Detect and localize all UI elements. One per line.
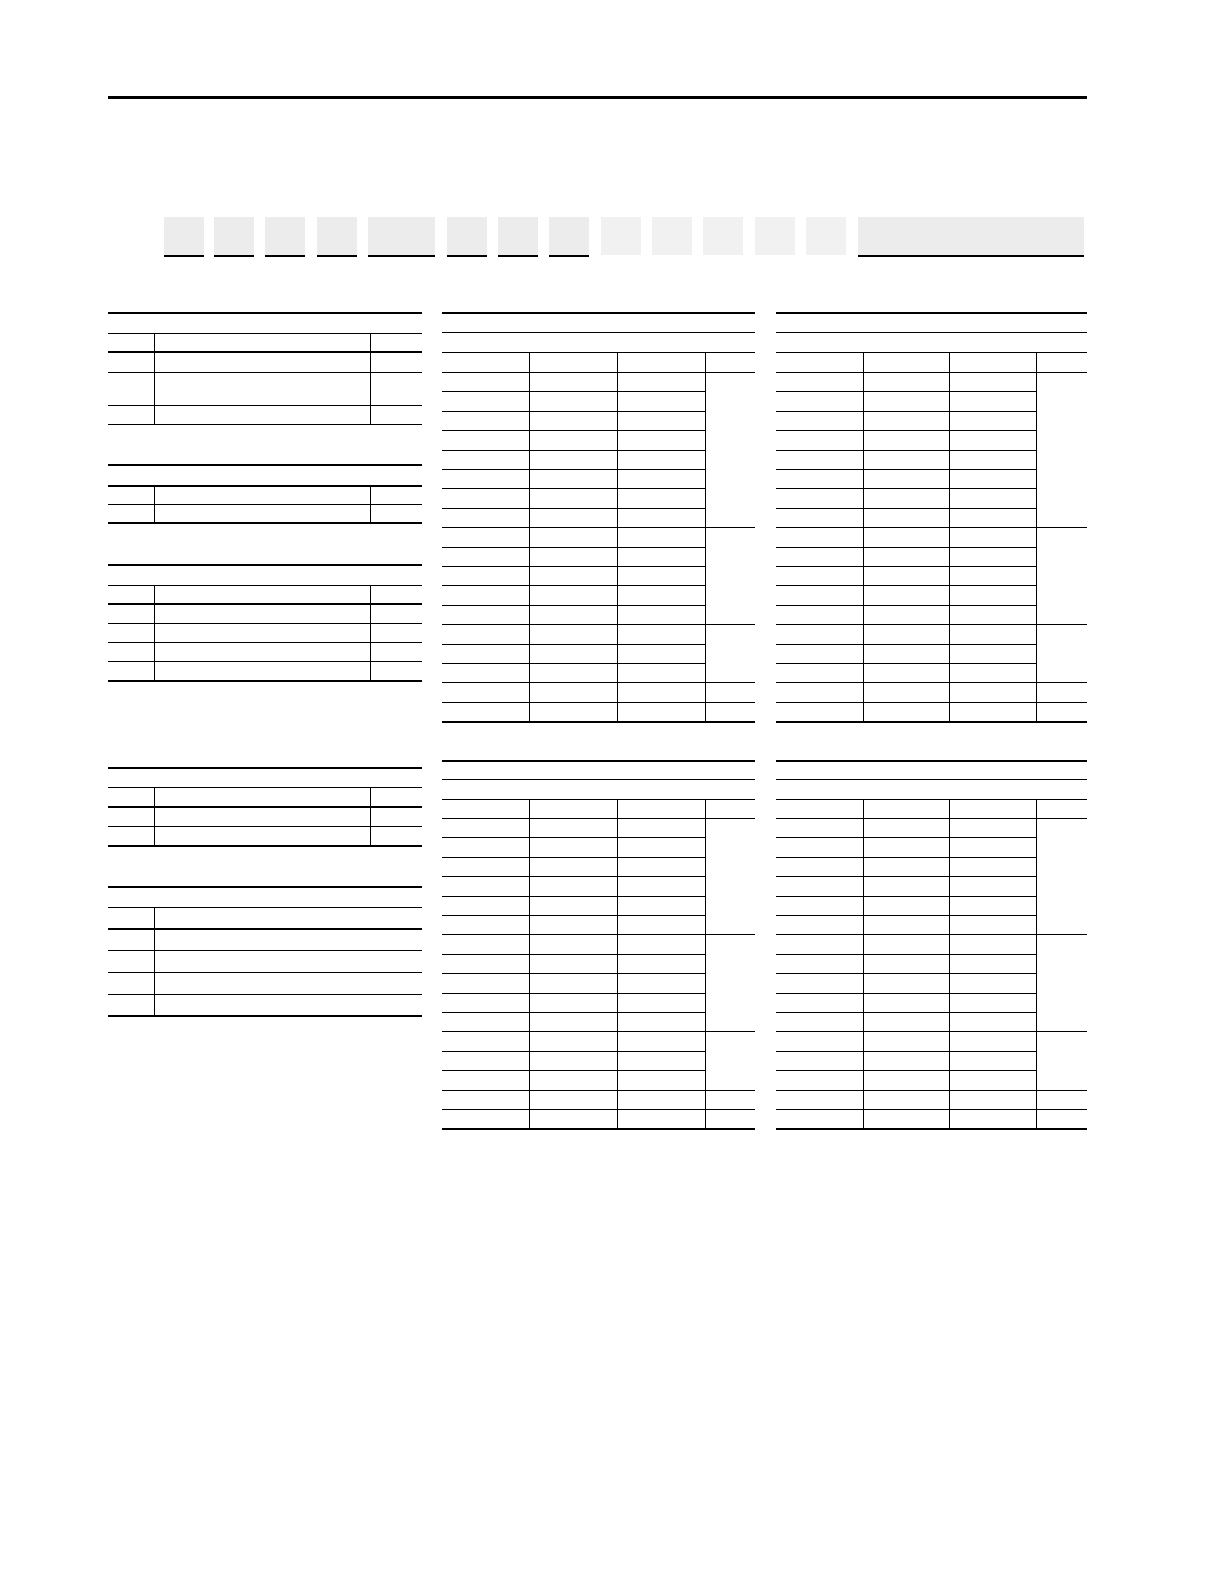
grid-col-rule xyxy=(1036,352,1037,721)
table-row-rule xyxy=(108,351,422,353)
grid-row-rule xyxy=(442,1070,705,1071)
grid-bottom-rule xyxy=(776,721,1087,723)
grid-row-rule xyxy=(442,527,705,528)
table-row-rule xyxy=(108,972,422,973)
grid-row-rule xyxy=(776,1031,1036,1032)
table-row-rule xyxy=(108,372,422,373)
grid-group-rule xyxy=(1036,527,1087,528)
code-box xyxy=(164,217,204,257)
grid-row-rule xyxy=(776,411,1036,412)
grid-bottom-rule xyxy=(442,721,755,723)
grid-col-rule xyxy=(617,799,618,1128)
grid-row-rule xyxy=(776,547,1036,548)
grid-col-rule xyxy=(529,352,530,721)
table-row-rule xyxy=(108,907,422,908)
code-box xyxy=(703,217,743,255)
grid-row-rule xyxy=(776,896,1036,897)
table-row-rule xyxy=(108,826,422,827)
grid-header-bottom-rule xyxy=(776,818,1087,819)
table-col-rule xyxy=(154,907,155,1015)
grid-tail-rule xyxy=(442,682,755,683)
grid-row-rule xyxy=(442,1012,705,1013)
grid-row-rule xyxy=(442,547,705,548)
table-col-rule xyxy=(370,333,371,424)
grid-row-rule xyxy=(442,954,705,955)
grid-row-rule xyxy=(776,488,1036,489)
grid-row-rule xyxy=(442,837,705,838)
grid-col-rule xyxy=(705,799,706,1128)
grid-tail-rule xyxy=(442,1109,755,1110)
grid-tail-rule xyxy=(776,1090,1087,1091)
table-row-rule xyxy=(108,405,422,406)
table-top-rule xyxy=(108,312,422,314)
code-box xyxy=(806,217,846,255)
table-row-rule xyxy=(108,504,422,505)
grid-col-rule xyxy=(617,352,618,721)
grid-col-rule xyxy=(863,799,864,1128)
grid-col-rule xyxy=(863,352,864,721)
grid-sub-rule xyxy=(776,779,1087,780)
grid-row-rule xyxy=(442,450,705,451)
grid-row-rule xyxy=(776,934,1036,935)
grid-col-rule xyxy=(529,799,530,1128)
grid-row-rule xyxy=(442,973,705,974)
grid-row-rule xyxy=(776,624,1036,625)
grid-row-rule xyxy=(442,876,705,877)
grid-row-rule xyxy=(442,1031,705,1032)
grid-row-rule xyxy=(442,469,705,470)
table-col-rule xyxy=(154,787,155,845)
table-top-rule xyxy=(108,767,422,769)
grid-col-rule xyxy=(949,799,950,1128)
table-col-rule xyxy=(370,787,371,845)
grid-group-rule xyxy=(1036,934,1087,935)
code-box xyxy=(214,217,254,257)
grid-bottom-rule xyxy=(442,1128,755,1130)
grid-row-rule xyxy=(442,391,705,392)
grid-row-rule xyxy=(776,876,1036,877)
code-box xyxy=(368,217,435,257)
code-box xyxy=(317,217,357,257)
grid-tail-rule xyxy=(442,1090,755,1091)
grid-header-bottom-rule xyxy=(442,818,755,819)
grid-top-rule xyxy=(442,312,755,314)
grid-group-rule xyxy=(705,624,755,625)
table-row-rule xyxy=(108,950,422,951)
table-row-rule xyxy=(108,333,422,334)
grid-sub-rule xyxy=(442,779,755,780)
table-top-rule xyxy=(108,564,422,566)
table-row-rule xyxy=(108,680,422,682)
grid-row-rule xyxy=(776,508,1036,509)
grid-row-rule xyxy=(776,527,1036,528)
table-row-rule xyxy=(108,1015,422,1017)
grid-row-rule xyxy=(776,973,1036,974)
grid-row-rule xyxy=(442,488,705,489)
grid-row-rule xyxy=(442,411,705,412)
grid-row-rule xyxy=(442,857,705,858)
grid-sub-rule xyxy=(442,332,755,333)
grid-tail-rule xyxy=(442,702,755,703)
grid-group-rule xyxy=(1036,1031,1087,1032)
grid-row-rule xyxy=(776,469,1036,470)
table-row-rule xyxy=(108,787,422,788)
table-row-rule xyxy=(108,994,422,995)
table-row-rule xyxy=(108,485,422,487)
grid-row-rule xyxy=(776,837,1036,838)
grid-tail-rule xyxy=(776,1109,1087,1110)
grid-col-rule xyxy=(1036,799,1037,1128)
table-row-rule xyxy=(108,661,422,662)
grid-header-rule xyxy=(776,799,1087,800)
table-row-rule xyxy=(108,603,422,605)
grid-row-rule xyxy=(776,1012,1036,1013)
grid-row-rule xyxy=(776,644,1036,645)
table-col-rule xyxy=(154,485,155,522)
table-row-rule xyxy=(108,928,422,930)
grid-sub-rule xyxy=(776,332,1087,333)
grid-tail-rule xyxy=(776,702,1087,703)
grid-group-rule xyxy=(1036,624,1087,625)
grid-row-rule xyxy=(776,585,1036,586)
grid-row-rule xyxy=(776,1070,1036,1071)
table-row-rule xyxy=(108,522,422,524)
grid-row-rule xyxy=(776,450,1036,451)
grid-bottom-rule xyxy=(776,1128,1087,1130)
code-strip xyxy=(0,0,1224,300)
grid-row-rule xyxy=(776,663,1036,664)
grid-row-rule xyxy=(442,644,705,645)
grid-row-rule xyxy=(776,1051,1036,1052)
grid-row-rule xyxy=(442,508,705,509)
grid-group-rule xyxy=(705,527,755,528)
grid-col-rule xyxy=(705,352,706,721)
grid-col-rule xyxy=(949,352,950,721)
grid-row-rule xyxy=(776,857,1036,858)
grid-top-rule xyxy=(776,760,1087,762)
table-col-rule xyxy=(154,333,155,424)
code-box xyxy=(755,217,795,255)
grid-row-rule xyxy=(442,993,705,994)
grid-row-rule xyxy=(442,566,705,567)
table-top-rule xyxy=(108,464,422,466)
code-box xyxy=(858,217,1084,257)
grid-row-rule xyxy=(776,915,1036,916)
code-box xyxy=(601,217,641,255)
code-box xyxy=(447,217,487,257)
grid-row-rule xyxy=(442,1051,705,1052)
grid-row-rule xyxy=(442,605,705,606)
table-col-rule xyxy=(154,585,155,680)
grid-row-rule xyxy=(776,566,1036,567)
table-top-rule xyxy=(108,886,422,888)
grid-group-rule xyxy=(705,934,755,935)
grid-row-rule xyxy=(442,663,705,664)
grid-group-rule xyxy=(705,1031,755,1032)
grid-row-rule xyxy=(442,934,705,935)
grid-row-rule xyxy=(776,954,1036,955)
grid-top-rule xyxy=(442,760,755,762)
grid-header-bottom-rule xyxy=(442,372,755,373)
grid-header-bottom-rule xyxy=(776,372,1087,373)
grid-row-rule xyxy=(776,993,1036,994)
grid-header-rule xyxy=(442,352,755,353)
table-col-rule xyxy=(370,585,371,680)
code-box xyxy=(549,217,589,257)
grid-row-rule xyxy=(442,430,705,431)
table-col-rule xyxy=(370,485,371,522)
code-box xyxy=(265,217,305,257)
grid-row-rule xyxy=(442,585,705,586)
grid-row-rule xyxy=(442,896,705,897)
grid-row-rule xyxy=(776,605,1036,606)
table-row-rule xyxy=(108,623,422,624)
grid-row-rule xyxy=(442,915,705,916)
table-row-rule xyxy=(108,642,422,643)
grid-row-rule xyxy=(776,391,1036,392)
table-row-rule xyxy=(108,806,422,808)
grid-header-rule xyxy=(776,352,1087,353)
grid-row-rule xyxy=(442,624,705,625)
table-row-rule xyxy=(108,585,422,586)
grid-header-rule xyxy=(442,799,755,800)
grid-row-rule xyxy=(776,430,1036,431)
code-box xyxy=(498,217,538,257)
table-row-rule xyxy=(108,845,422,847)
table-row-rule xyxy=(108,424,422,425)
code-box xyxy=(652,217,692,255)
grid-top-rule xyxy=(776,312,1087,314)
grid-tail-rule xyxy=(776,682,1087,683)
